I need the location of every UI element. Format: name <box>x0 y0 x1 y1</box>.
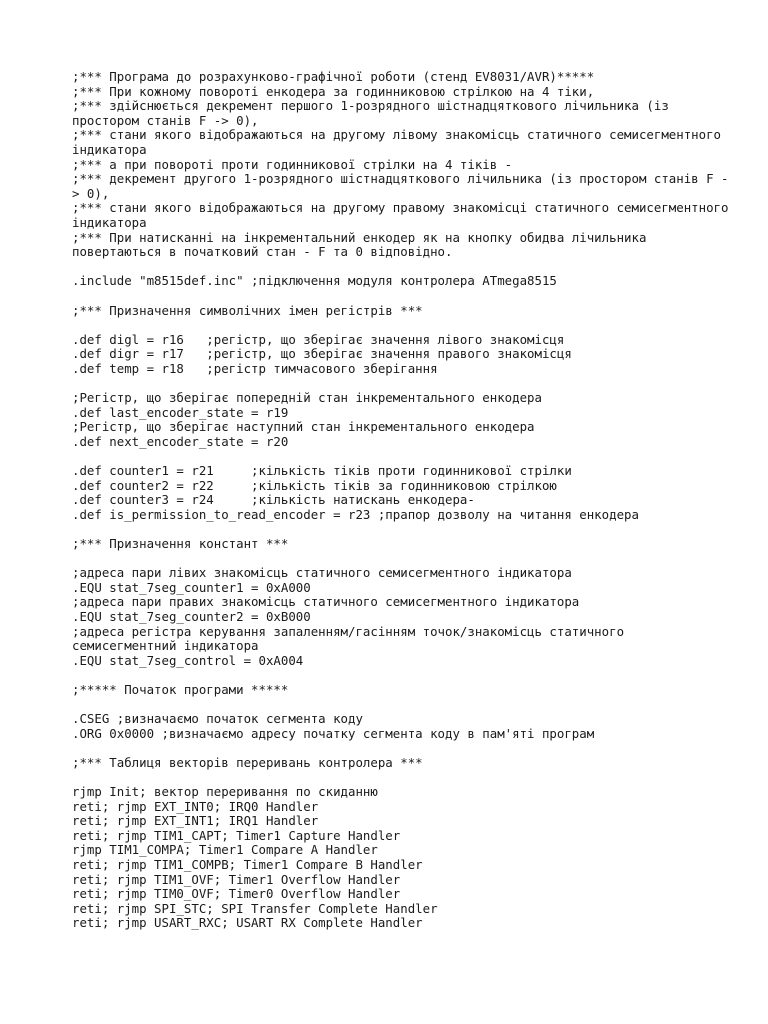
source-line: ;адреса пари лівих знакомісць статичного семисегментного індикатора <box>72 565 572 581</box>
source-line: ;адреса пари правих знакомісць статичного семисегментного індикатора <box>72 594 580 610</box>
section-comment: ;***** Початок програми ***** <box>72 681 289 697</box>
source-line: reti; rjmp USART_RXC; USART RX Complete Handler <box>72 915 423 931</box>
source-line: .def is_permission_to_read_encoder = r23 ;прапор дозволу на читання енкодера <box>72 506 639 522</box>
source-line: ;*** При кожному повороті енкодера за годинниковою стрілкою на 4 тіки, <box>72 83 595 99</box>
source-line: .EQU stat_7seg_counter2 = 0xB000 <box>72 608 311 624</box>
source-line: ;адреса регістра керування запаленням/гасінням точок/знакомісць статичного семисегментний індикатора <box>72 623 632 654</box>
source-line: .ORG 0x0000 ;визначаємо адресу початку сегмента коду в пам'яті програм <box>72 725 595 741</box>
source-line: reti; rjmp EXT_INT0; IRQ0 Handler <box>72 798 319 814</box>
source-line: .def digl = r16 ;регістр, що зберігає значення лівого знакомісця <box>72 331 565 347</box>
source-line: rjmp Init; вектор переривання по скиданню <box>72 784 378 800</box>
source-line: reti; rjmp SPI_STC; SPI Transfer Complete Handler <box>72 900 438 916</box>
source-line: .CSEG ;визначаємо початок сегмента коду <box>72 711 363 727</box>
source-line: rjmp TIM1_COMPA; Timer1 Compare A Handler <box>72 842 378 858</box>
source-line: .include "m8515def.inc" ;підключення модуля контролера ATmega8515 <box>72 273 557 289</box>
source-line: ;Регістр, що зберігає наступний стан інкрементального енкодера <box>72 419 535 435</box>
source-line: .def counter3 = r24 ;кількість натискань енкодера- <box>72 492 475 508</box>
source-line: ;*** стани якого відображаються на другому правому знакомісці статичного семисегментного індикатора <box>72 200 736 230</box>
source-line: ;Регістр, що зберігає попередній стан інкрементального енкодера <box>72 390 542 406</box>
blank-line <box>72 289 732 304</box>
blank-line <box>72 741 732 756</box>
source-line: .def counter2 = r22 ;кількість тіків за годинниковою стрілкою <box>72 477 557 493</box>
source-line: ;*** стани якого відображаються на другому лівому знакомісць статичного семисегментного індикатора <box>72 127 729 157</box>
source-line: .def last_encoder_state = r19 <box>72 404 289 420</box>
blank-line <box>72 668 732 683</box>
source-line: .EQU stat_7seg_counter1 = 0xA000 <box>72 579 311 595</box>
blank-line <box>72 318 732 333</box>
source-line: ;*** декремент другого 1-розрядного шістнадцяткового лічильника (із простором станів F -> 0), <box>72 171 729 201</box>
source-line: .def counter1 = r21 ;кількість тіків проти годинникової стрілки <box>72 463 572 479</box>
source-line: ;*** При натисканні на інкрементальний енкодер як на кнопку обидва лічильника повертаються в початковий стан - F та 0 відповідно. <box>72 229 654 260</box>
source-line: reti; rjmp EXT_INT1; IRQ1 Handler <box>72 813 319 829</box>
source-line: .EQU stat_7seg_control = 0xA004 <box>72 652 304 668</box>
source-line: reti; rjmp TIM1_CAPT; Timer1 Capture Handler <box>72 827 401 843</box>
blank-line <box>72 771 732 786</box>
blank-line <box>72 698 732 713</box>
source-line: .def digr = r17 ;регістр, що зберігає значення правого знакомісця <box>72 346 572 362</box>
blank-line <box>72 376 732 391</box>
source-line: reti; rjmp TIM1_COMPB; Timer1 Compare B Handler <box>72 857 423 873</box>
section-comment: ;*** Таблиця векторів переривань контролера *** <box>72 754 423 770</box>
assembly-source-document <box>72 69 736 931</box>
source-line: .def temp = r18 ;регістр тимчасового зберігання <box>72 360 438 376</box>
section-comment: ;*** Призначення констант *** <box>72 536 289 551</box>
source-line: reti; rjmp TIM1_OVF; Timer1 Overflow Handler <box>72 871 401 887</box>
source-line: ;*** а при повороті проти годинникової стрілки на 4 тіків - <box>72 156 513 172</box>
section-comment: ;*** Призначення символічних імен регістрів *** <box>72 302 423 318</box>
source-line: ;*** Програма до розрахунково-графічної роботи (стенд EV8031/AVR)***** <box>72 69 595 84</box>
source-line: .def next_encoder_state = r20 <box>72 433 289 449</box>
source-line: reti; rjmp TIM0_OVF; Timer0 Overflow Handler <box>72 886 401 902</box>
source-line: ;*** здійснюється декремент першого 1-розрядного шістнадцяткового лічильника (із простором станів F -> 0), <box>72 98 677 128</box>
blank-line <box>72 449 732 464</box>
blank-line <box>72 522 732 537</box>
blank-line <box>72 260 732 275</box>
blank-line <box>72 552 732 567</box>
